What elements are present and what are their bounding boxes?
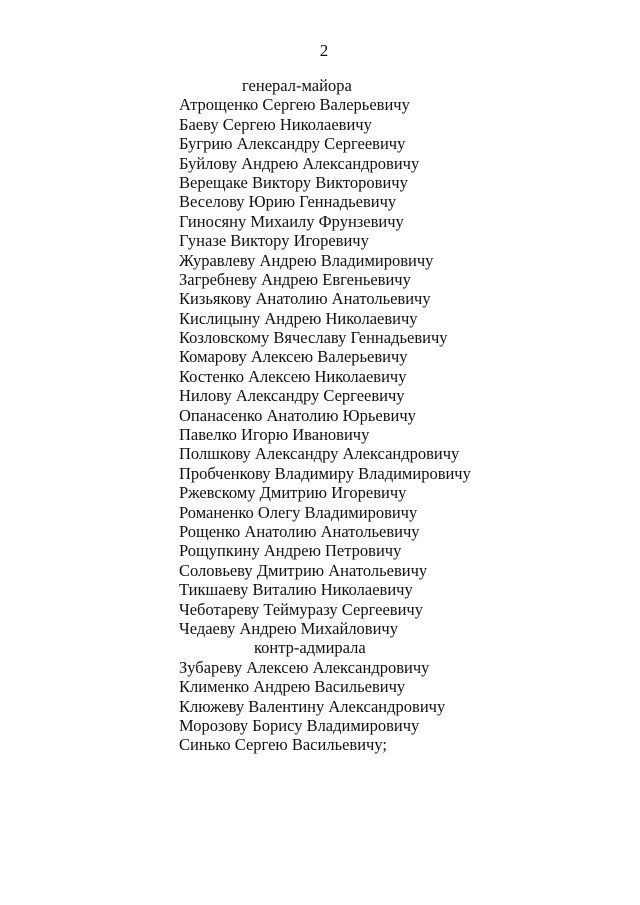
list-item: Полшкову Александру Александровичу — [179, 444, 460, 464]
list-item: Рощупкину Андрею Петровичу — [179, 541, 402, 561]
list-item: Тикшаеву Виталию Николаевичу — [179, 580, 413, 600]
list-item: Пробченкову Владимиру Владимировичу — [179, 463, 471, 483]
awardee-list — [179, 76, 619, 755]
list-item: Баеву Сергею Николаевичу — [179, 114, 372, 134]
list-item: Романенко Олегу Владимировичу — [179, 502, 418, 522]
list-item: Верещаке Виктору Викторовичу — [179, 172, 408, 192]
list-item: Буйлову Андрею Александровичу — [179, 153, 420, 173]
list-item: Комарову Алексею Валерьевичу — [179, 347, 408, 367]
list-item: Павелко Игорю Ивановичу — [179, 425, 370, 445]
list-item: Нилову Александру Сергеевичу — [179, 386, 405, 406]
list-item: Кислицыну Андрею Николаевичу — [179, 308, 418, 328]
list-item: Чеботареву Теймуразу Сергеевичу — [179, 599, 423, 619]
list-item: Костенко Алексею Николаевичу — [179, 366, 407, 386]
list-item: Клименко Андрею Васильевичу — [179, 677, 406, 697]
list-item: Атрощенко Сергею Валерьевичу — [179, 95, 410, 115]
rank-heading-rear-admiral: контр-адмирала — [254, 638, 366, 658]
list-item: Веселову Юрию Геннадьевичу — [179, 192, 397, 212]
list-item: Бугрию Александру Сергеевичу — [179, 134, 406, 154]
list-item: Зубареву Алексею Александровичу — [179, 657, 430, 677]
list-item: Козловскому Вячеславу Геннадьевичу — [179, 328, 448, 348]
list-item: Соловьеву Дмитрию Анатольевичу — [179, 560, 428, 580]
list-item: Гиносяну Михаилу Фрунзевичу — [179, 211, 404, 231]
list-item: Загребневу Андрею Евгеньевичу — [179, 269, 411, 289]
list-item: Гуназе Виктору Игоревичу — [179, 231, 369, 251]
list-item: Журавлеву Андрею Владимировичу — [179, 250, 434, 270]
list-item: Чедаеву Андрею Михайловичу — [179, 618, 398, 638]
list-item: Опанасенко Анатолию Юрьевичу — [179, 405, 416, 425]
list-item: Ржевскому Дмитрию Игоревичу — [179, 483, 407, 503]
list-item: Синько Сергею Васильевичу; — [179, 735, 387, 755]
list-item: Морозову Борису Владимировичу — [179, 715, 420, 735]
list-item: Клюжеву Валентину Александровичу — [179, 696, 446, 716]
list-item: Рощенко Анатолию Анатольевичу — [179, 521, 420, 541]
list-item: Кизьякову Анатолию Анатольевичу — [179, 289, 431, 309]
rank-heading-major-general: генерал-майора — [242, 76, 352, 95]
page-number: 2 — [319, 41, 329, 60]
